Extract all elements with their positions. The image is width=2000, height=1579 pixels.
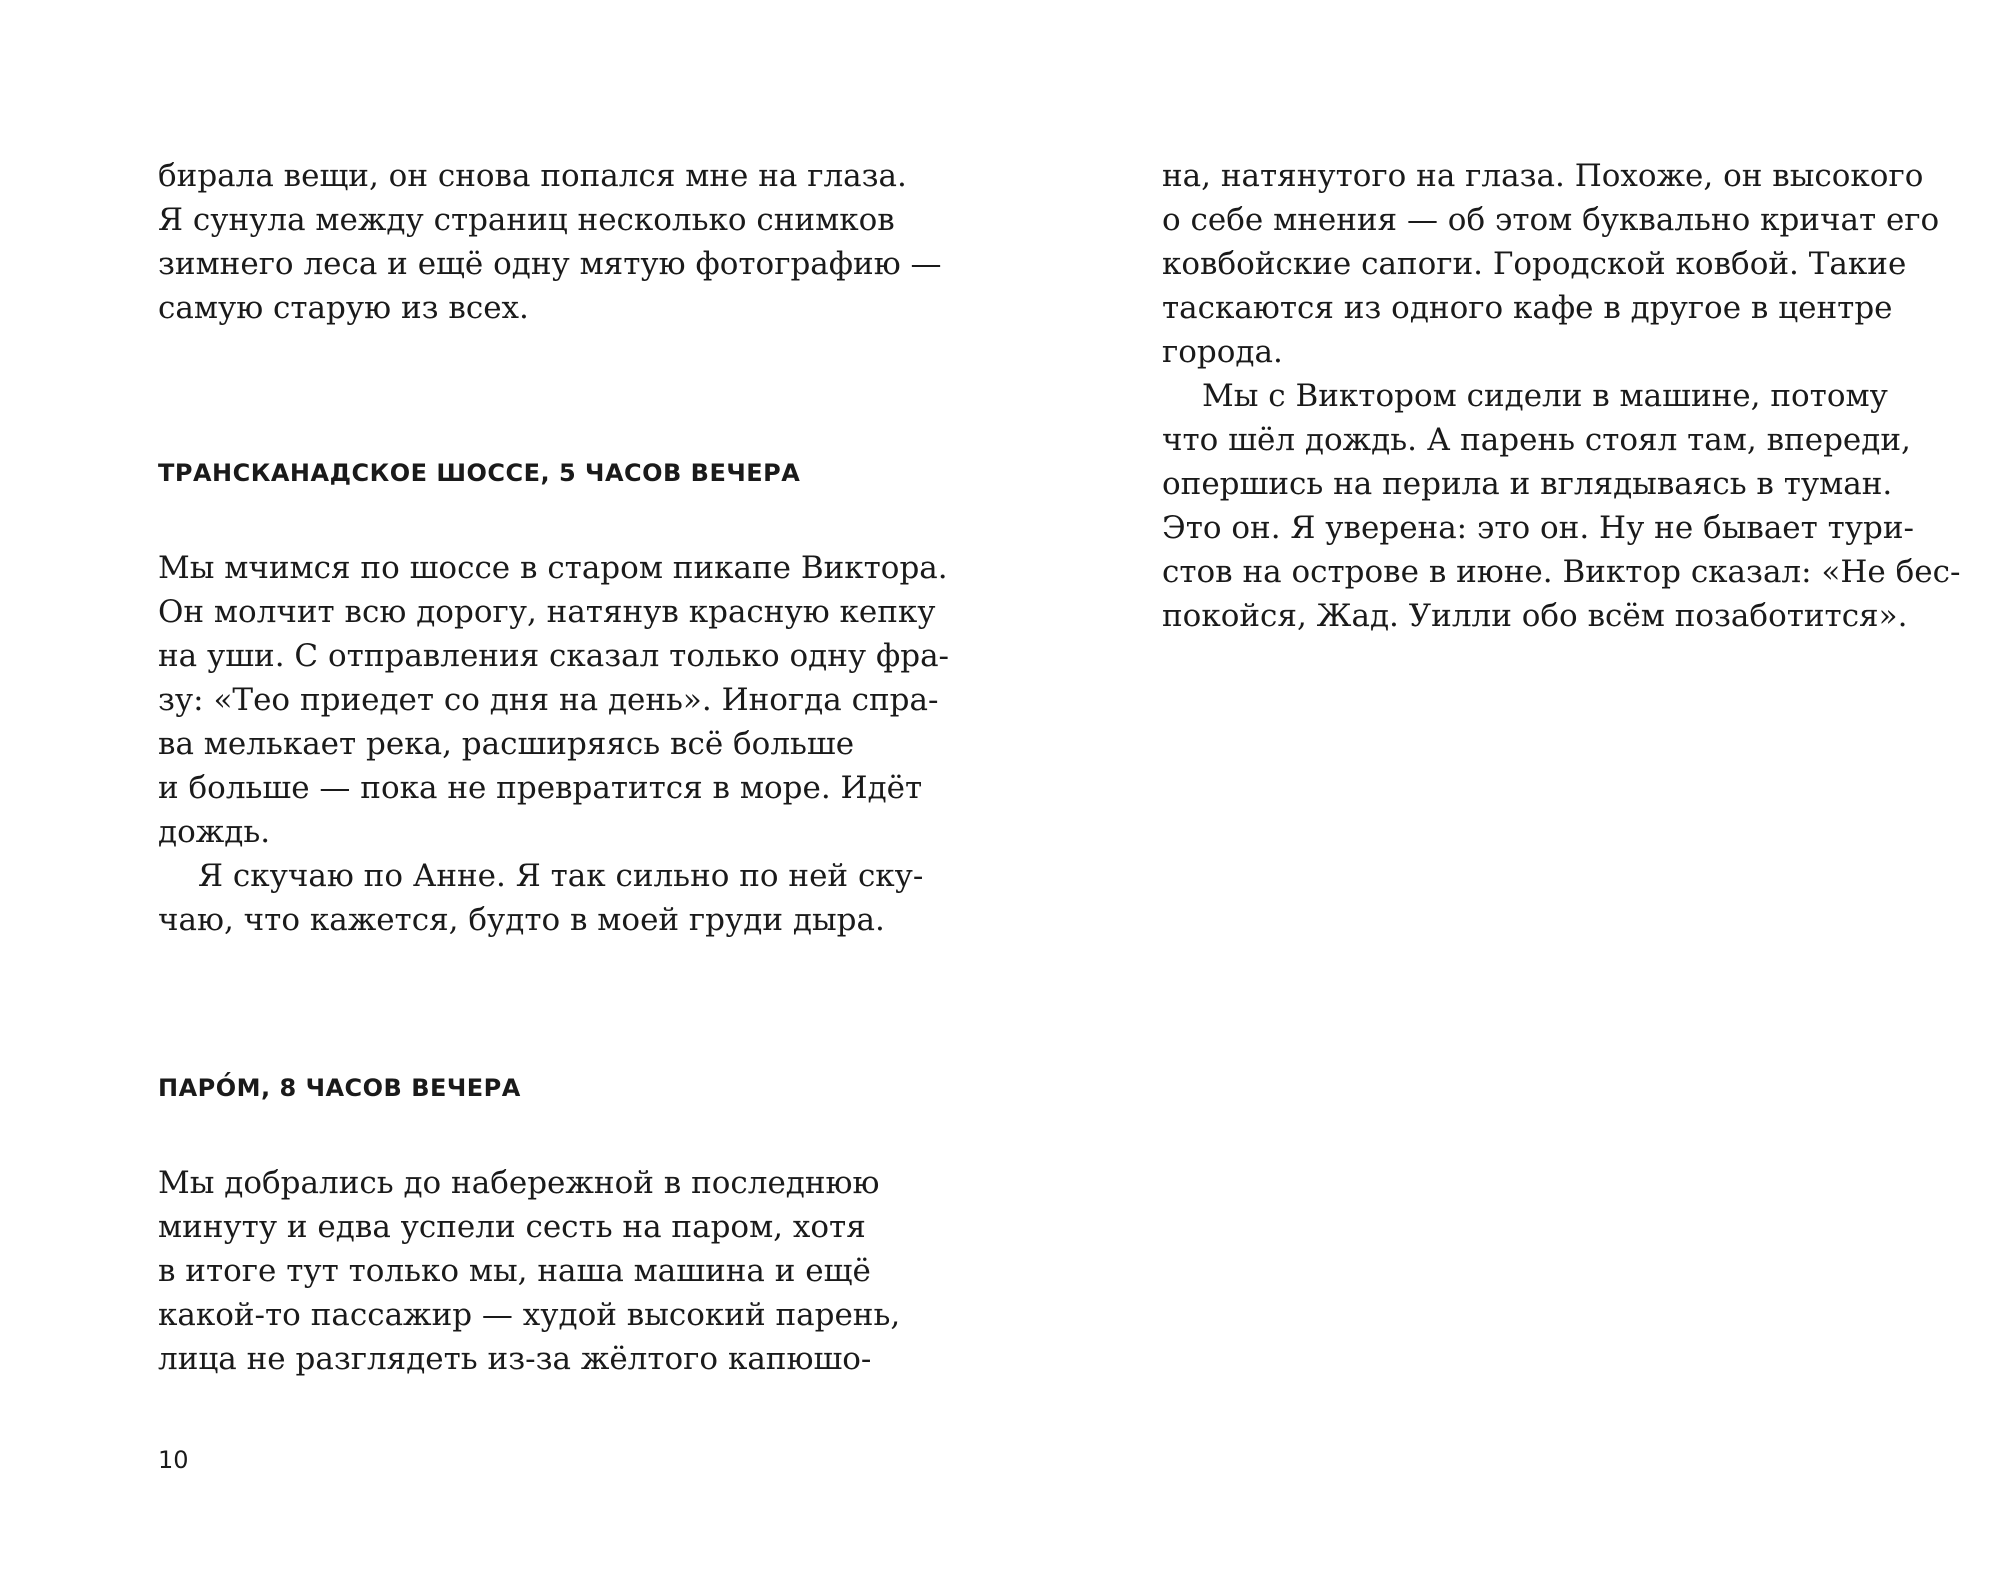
text-line: Он молчит всю дорогу, натянув красную кепку — [158, 594, 936, 630]
text-line: лица не разглядеть из-за жёлтого капюшо- — [158, 1341, 872, 1377]
text-line: что шёл дождь. А парень стоял там, впереди, — [1162, 422, 1911, 458]
text-line: ва мелькает река, расширяясь всё больше — [158, 726, 855, 762]
text-line: стов на острове в июне. Виктор сказал: «Не бес- — [1162, 554, 1961, 590]
text-line: Я сунула между страниц несколько снимков — [158, 202, 895, 238]
text-line: опершись на перила и вглядываясь в туман. — [1162, 466, 1893, 502]
text-line: Я скучаю по Анне. Я так сильно по ней ску- — [198, 858, 924, 894]
text-line: самую старую из всех. — [158, 290, 529, 326]
text-line: ковбойские сапоги. Городской ковбой. Такие — [1162, 246, 1907, 282]
text-line: зимнего леса и ещё одну мятую фотографию — — [158, 246, 942, 282]
text-line: покойся, Жад. Уилли обо всём позаботится». — [1162, 598, 1908, 634]
text-line: в итоге тут только мы, наша машина и ещё — [158, 1253, 871, 1289]
text-line: дождь. — [158, 814, 271, 850]
text-line: и больше — пока не превратится в море. Идёт — [158, 770, 923, 806]
text-line: чаю, что кажется, будто в моей груди дыра. — [158, 902, 885, 938]
text-line: минуту и едва успели сесть на паром, хотя — [158, 1209, 866, 1245]
text-line: таскаются из одного кафе в другое в центре — [1162, 290, 1893, 326]
left-page — [158, 0, 950, 1579]
text-line: Это он. Я уверена: это он. Ну не бывает тури- — [1162, 510, 1915, 546]
text-line: Мы с Виктором сидели в машине, потому — [1202, 378, 1888, 414]
right-page — [1162, 0, 1961, 1579]
text-line: города. — [1162, 334, 1283, 370]
text-line: на, натянутого на глаза. Похоже, он высокого — [1162, 158, 1924, 194]
text-line: Мы мчимся по шоссе в старом пикапе Виктора. — [158, 550, 948, 586]
text-line: на уши. С отправления сказал только одну фра- — [158, 638, 950, 674]
section-heading: ТРАНСКАНАДСКОЕ ШОССЕ, 5 ЧАСОВ ВЕЧЕРА — [158, 459, 801, 487]
text-line: зу: «Тео приедет со дня на день». Иногда спра- — [158, 682, 939, 718]
text-line: какой-то пассажир — худой высокий парень, — [158, 1297, 901, 1333]
text-line: о себе мнения — об этом буквально кричат его — [1162, 202, 1940, 238]
text-line: Мы добрались до набережной в последнюю — [158, 1165, 880, 1201]
page-number: 10 — [158, 1446, 189, 1474]
section-heading: ПАРО́М, 8 ЧАСОВ ВЕЧЕРА — [158, 1074, 521, 1102]
text-line: бирала вещи, он снова попался мне на глаза. — [158, 158, 907, 194]
